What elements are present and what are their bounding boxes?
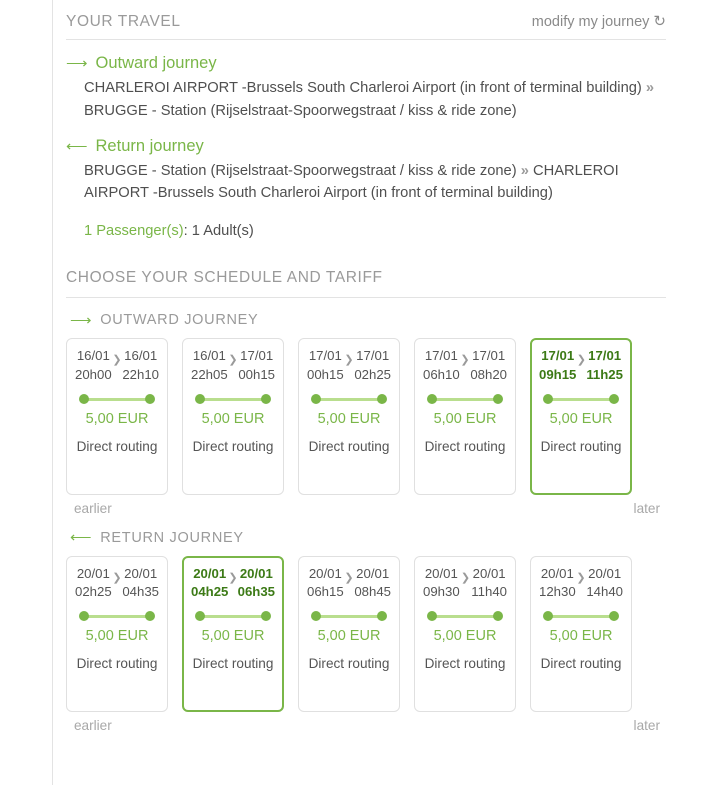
card-times [189,347,277,384]
card-routing: Direct routing [424,438,506,454]
route-line-graphic [77,391,157,407]
departure-time: 20h00 [75,366,112,382]
arrow-left-icon: ⟵ [70,529,93,547]
arrival-time: 11h40 [471,584,507,600]
card-price: 5,00 EUR [433,410,497,427]
arrival-time: 22h10 [122,366,159,382]
card-price: 5,00 EUR [85,410,149,427]
card-times [421,565,509,602]
card-price: 5,00 EUR [433,628,497,645]
card-times [73,347,161,384]
arrival-block [238,565,275,602]
arrival-block [354,565,391,602]
departure-time: 22h05 [191,366,228,382]
arrival-date: 20/01 [588,565,622,581]
return-earlier-link[interactable]: earlier [74,718,112,734]
departure-block [307,565,344,602]
schedule-card[interactable] [414,338,516,494]
arrival-date: 20/01 [472,565,506,581]
outward-journey-summary [66,40,666,123]
outward-journey-detail [66,77,666,123]
outward-leg-section [66,312,666,515]
departure-time: 00h15 [307,366,344,382]
return-later-link[interactable]: later [633,718,660,734]
card-times [73,565,161,602]
schedule-card[interactable] [414,556,516,712]
arrival-date: 20/01 [124,565,158,581]
arrival-time: 08h45 [354,584,391,600]
return-leg-section [66,530,666,733]
departure-block [307,347,344,384]
passengers-detail: : 1 Adult(s) [183,223,254,240]
arrival-block [586,565,623,602]
return-journey-heading-label: Return journey [95,136,204,155]
passengers-summary [66,205,666,243]
departure-time: 02h25 [75,584,112,600]
outward-separator: » [645,80,655,96]
card-price: 5,00 EUR [549,628,613,645]
card-routing: Direct routing [424,656,506,672]
return-nav-row [66,712,666,733]
card-times [537,347,625,384]
schedule-card[interactable] [182,338,284,494]
arrow-right-small-icon: ❯ [576,571,586,584]
return-origin: BRUGGE - Station (Rijselstraat-Spoorwegstraat / kiss & ride zone) [84,162,517,179]
arrival-time: 00h15 [238,366,275,382]
schedule-card[interactable] [298,556,400,712]
content-column [66,0,666,733]
card-routing: Direct routing [192,656,274,672]
card-price: 5,00 EUR [317,628,381,645]
schedule-card-selected[interactable] [530,338,632,494]
route-line-graphic [425,608,505,624]
schedule-card[interactable] [66,338,168,494]
arrow-right-small-icon: ❯ [344,354,354,367]
card-times [305,347,393,384]
card-routing: Direct routing [308,656,390,672]
departure-date: 20/01 [308,565,342,581]
card-routing: Direct routing [192,438,274,454]
return-separator: » [520,162,529,179]
departure-date: 20/01 [193,565,227,581]
outward-journey-heading [66,54,666,73]
outward-origin: CHARLEROI AIRPORT -Brussels South Charleroi Airport (in front of terminal building) [84,80,642,96]
arrival-time: 06h35 [237,584,276,600]
arrival-date: 17/01 [356,348,390,364]
route-line-graphic [193,608,273,624]
card-price: 5,00 EUR [201,410,265,427]
departure-date: 16/01 [76,348,110,364]
passengers-count: 1 Passenger(s) [84,223,184,240]
card-price: 5,00 EUR [85,628,149,645]
modify-journey-label: modify my journey [531,14,650,30]
card-times [537,565,625,602]
arrow-right-small-icon: ❯ [228,571,238,584]
departure-date: 17/01 [424,348,458,364]
arrival-date: 17/01 [472,348,506,364]
card-routing: Direct routing [540,438,622,454]
card-routing: Direct routing [308,438,390,454]
arrival-block [471,565,507,602]
route-line-graphic [541,391,621,407]
arrival-block [122,347,159,384]
arrow-right-icon: ⟶ [70,311,93,329]
route-line-graphic [77,608,157,624]
outward-journey-heading-label: Outward journey [95,54,217,72]
arrival-block [122,565,159,602]
card-times [189,565,277,602]
return-leg-title [66,530,666,546]
outward-later-link[interactable]: later [633,500,660,516]
departure-time: 12h30 [539,584,576,600]
departure-block [423,347,460,384]
departure-date: 20/01 [424,565,458,581]
your-travel-header [66,0,666,40]
card-routing: Direct routing [76,656,158,672]
return-leg-title-label: RETURN JOURNEY [100,529,244,546]
outward-destination: BRUGGE - Station (Rijselstraat-Spoorwegstraat / kiss & ride zone) [84,102,517,119]
departure-block [191,565,228,602]
arrival-time: 02h25 [354,366,391,382]
your-travel-title: YOUR TRAVEL [66,13,181,30]
arrival-block [470,347,507,384]
departure-date: 20/01 [76,565,110,581]
choose-schedule-title: CHOOSE YOUR SCHEDULE AND TARIFF [66,269,666,298]
arrow-right-small-icon: ❯ [576,354,586,367]
route-line-graphic [309,391,389,407]
departure-block [423,565,460,602]
arrival-time: 08h20 [470,366,507,382]
arrow-left-icon: ⟵ [66,137,88,155]
route-line-graphic [309,608,389,624]
arrival-time: 14h40 [586,584,623,600]
route-line-graphic [193,391,273,407]
outward-leg-title [66,312,666,328]
departure-block [75,347,112,384]
arrival-block [586,347,623,384]
modify-journey-link[interactable] [532,12,666,30]
departure-time: 06h10 [423,366,460,382]
departure-time: 09h30 [423,584,460,600]
departure-block [191,347,228,384]
arrival-date: 20/01 [356,565,390,581]
arrow-right-icon: ⟶ [66,55,88,72]
schedule-card[interactable] [298,338,400,494]
arrival-date: 17/01 [240,348,274,364]
arrival-time: 11h25 [586,366,623,382]
arrival-block [238,347,275,384]
refresh-icon: ↻ [653,13,666,30]
departure-time: 09h15 [539,366,577,382]
departure-block [539,347,576,384]
route-line-graphic [425,391,505,407]
outward-leg-title-label: OUTWARD JOURNEY [100,312,259,329]
return-journey-detail [66,160,666,206]
departure-time: 04h25 [191,584,229,600]
card-price: 5,00 EUR [549,410,613,427]
return-journey-heading [66,137,666,156]
arrow-right-small-icon: ❯ [460,571,471,584]
schedule-card[interactable] [530,556,632,712]
departure-block [539,565,576,602]
arrow-right-small-icon: ❯ [460,354,470,367]
card-routing: Direct routing [540,656,622,672]
departure-block [75,565,112,602]
outward-earlier-link[interactable]: earlier [74,500,112,516]
schedule-card[interactable] [66,556,168,712]
card-routing: Direct routing [76,438,158,454]
arrival-date: 16/01 [124,348,158,364]
arrival-date: 20/01 [239,565,273,581]
arrow-right-small-icon: ❯ [344,571,354,584]
card-price: 5,00 EUR [201,628,265,645]
arrival-date: 17/01 [588,348,622,364]
arrow-right-small-icon: ❯ [228,354,238,367]
departure-date: 17/01 [308,348,342,364]
outward-schedule-cards [66,338,666,494]
departure-date: 16/01 [192,348,226,364]
departure-date: 20/01 [540,565,574,581]
outward-nav-row [66,495,666,516]
departure-date: 17/01 [541,348,575,364]
left-divider [52,0,53,785]
route-line-graphic [541,608,621,624]
return-schedule-cards [66,556,666,712]
arrow-right-small-icon: ❯ [112,571,122,584]
return-destination: CHARLEROI AIRPORT -Brussels South Charleroi Airport (in front of terminal building) [84,162,619,202]
arrival-time: 04h35 [122,584,159,600]
arrow-right-small-icon: ❯ [112,354,122,367]
card-times [305,565,393,602]
return-journey-summary [66,123,666,206]
departure-time: 06h15 [307,584,344,600]
arrival-block [354,347,391,384]
schedule-card-selected[interactable] [182,556,284,712]
card-price: 5,00 EUR [317,410,381,427]
card-times [421,347,509,384]
